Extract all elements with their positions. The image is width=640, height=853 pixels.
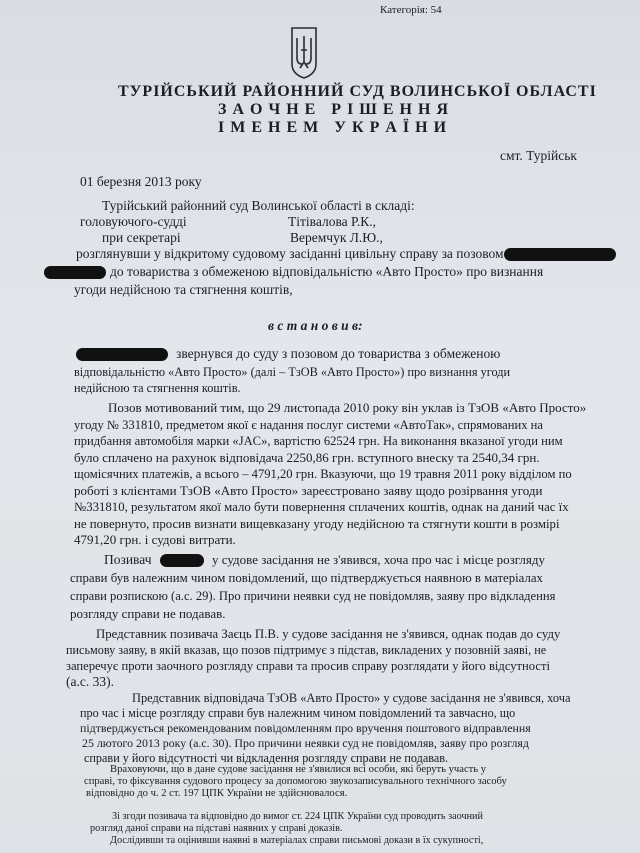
court-name: ТУРІЙСЬКИЙ РАЙОННИЙ СУД ВОЛИНСЬКОЇ ОБЛАСТІ [118,83,597,100]
trident-emblem-icon [289,26,319,80]
text-line: 4791,20 грн. і судові витрати. [74,532,236,547]
text-line: відповідно до ч. 2 ст. 197 ЦПК України не здійснювалося. [86,788,348,799]
in-name-of-ukraine: І М Е Н Е М У К Р А Ї Н И [218,119,448,136]
text-line: недійсною та стягнення коштів. [74,381,241,395]
text-line: не повернуто, просив визнати вищевказану угоду недійсною та стягнути кошти в розмірі [74,516,560,531]
secretary-name: Веремчук Л.Ю., [290,230,383,245]
text-line: письмову заяву, в якій вказав, що позов підтримує з підстав, викладених у позовній заяві, не [66,643,547,657]
text-line: Зі згоди позивача та відповідно до вимог ст. 224 ЦПК України суд проводить заочний [112,811,483,822]
place-of-decision: смт. Турійськ [500,148,577,163]
redaction-mark [504,248,616,261]
text-line: Представник відповідача ТзОВ «Авто Просто» у судове засідання не з'явився, хоча [132,691,571,705]
text-line: справи був належним чином повідомлений, що підтверджується наявною в матеріалах [70,571,543,585]
redaction-mark [44,266,106,279]
text-line: угоду № 331810, предметом якої є надання послуг системи «АвтоТак», спрямованих на [74,417,543,432]
text-line: Позов мотивований тим, що 29 листопада 2010 року він уклав із ТзОВ «Авто Просто» [108,400,587,415]
court-composition: Турійський районний суд Волинської області в складі: [102,198,415,213]
text-line: 25 лютого 2013 року (а.с. 30). Про причини неявки суд не повідомляв, заяву про розгляд [82,736,529,750]
text-line: №331810, результатом якої мало бути повернення сплачених коштів, однак на даний час їх [74,500,569,514]
redaction-mark [160,554,204,567]
judge-role: головуючого-судді [80,214,187,229]
text-line: було сплачено на рахунок відповідача 2250,86 грн. вступного внеску та 2540,34 грн. [74,449,540,465]
text-line: угоди недійсною та стягнення коштів, [74,282,293,297]
established-heading: в с т а н о в и в: [268,318,363,333]
text-line: Позивач [104,552,152,567]
text-line: Представник позивача Заєць П.В. у судове засідання не з'явився, однак подав до суду [96,627,561,641]
secretary-role: при секретарі [102,230,181,245]
category-label: Категорія: 54 [380,4,442,16]
text-line: (а.с. 33). [66,674,114,689]
text-line: Дослідивши та оцінивши наявні в матеріалах справи письмові докази в їх сукупності, [110,835,484,846]
text-line: звернувся до суду з позовом до товариства з обмеженою [176,346,501,361]
text-line: підтверджується рекомендованим повідомленням про вручення поштового відправлення [80,721,531,735]
text-line: розгляду справи не подавав. [70,606,226,621]
text-line: справи у його відсутності чи відкладення розгляду справи не подавав. [84,751,449,765]
document-type: З А О Ч Н Е Р І Ш Е Н Н Я [218,101,449,118]
text-line: розглянувши у відкритому судовому засіданні цивільну справу за позовом [76,246,504,261]
text-line: заперечує проти заочного розгляду справи та просив справу розглядати у його відсутності [66,659,550,673]
text-line: щомісячних платежів, а всього – 4791,20 грн. Вказуючи, що 19 травня 2011 року відділом по [74,467,572,481]
text-line: роботі з клієнтами ТзОВ «Авто Просто» зареєстровано заяву щодо розірвання угоди [74,482,543,498]
redaction-mark [76,348,168,361]
decision-date: 01 березня 2013 року [80,174,202,189]
text-line: розгляд даної справи на підставі наявних у справі доказів. [90,823,343,834]
text-line: справи розпискою (а.с. 29). Про причини неявки суд не повідомляв, заяву про відкладення [70,589,556,603]
text-line: придбання автомобіля марки «JAC», вартістю 62524 грн. На виконання вказаної угоди ним [74,434,563,448]
text-line: Враховуючи, що в дане судове засідання не з'явилися всі особи, які беруть участь у [110,764,487,775]
text-line: відповідальністю «Авто Просто» (далі – ТзОВ «Авто Просто») про визнання угоди [74,365,511,379]
text-line: до товариства з обмеженою відповідальністю «Авто Просто» про визнання [110,264,544,279]
text-line: справі, то фіксування судового процесу за допомогою звукозаписувального технічного засобу [84,776,507,787]
text-line: про час і місце розгляду справи був належним чином повідомлений та завчасно, що [80,706,516,720]
text-line: у судове засідання не з'явився, хоча про час і місце розгляду [212,552,545,567]
judge-name: Тітівалова Р.К., [288,214,376,229]
